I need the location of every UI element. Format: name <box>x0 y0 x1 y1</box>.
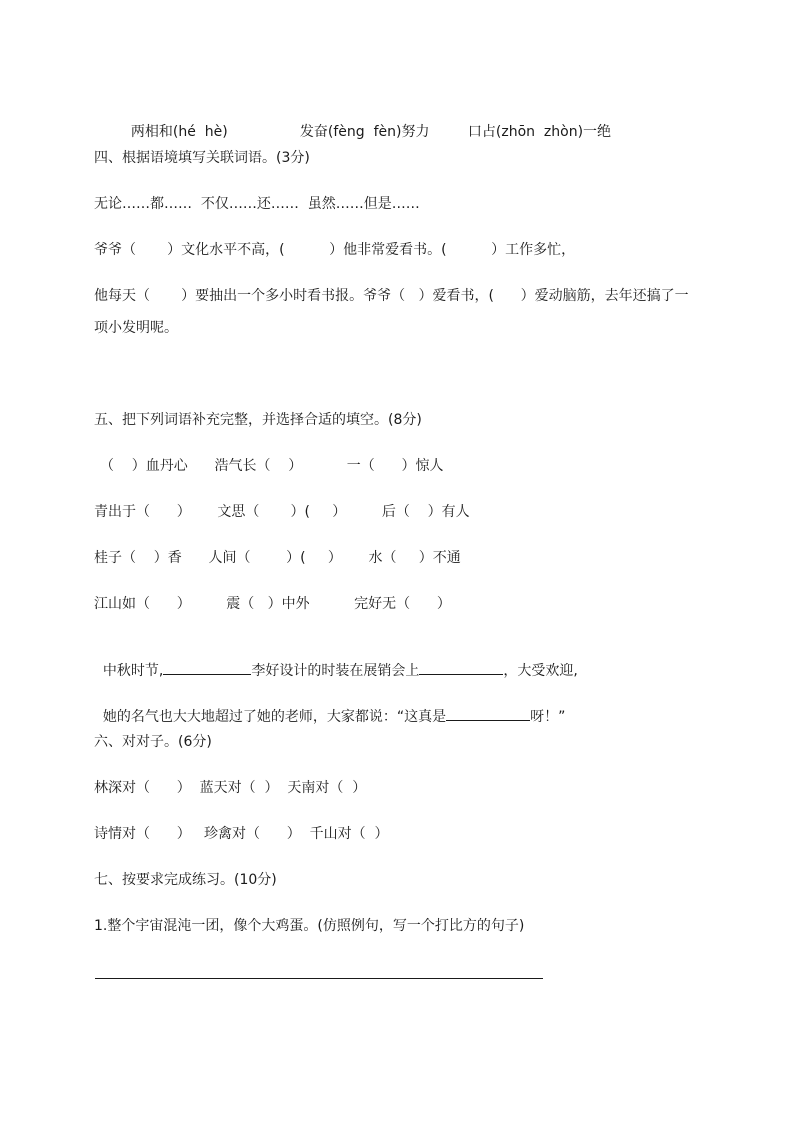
section-4-question-2: 他每天（ ）要抽出一个多小时看书报。爷爷（ ）爱看书，( ）爱动脑筋，去年还搞了一 <box>94 288 689 304</box>
fill-1-part-a: 中秋时节, <box>102 663 164 679</box>
section-5-fill-1 <box>94 640 578 679</box>
fill-1-part-c: ，大受欢迎, <box>503 663 578 679</box>
section-7-title: 七、按要求完成练习。(10分) <box>94 872 277 888</box>
fill-1-blank-2[interactable] <box>419 660 503 675</box>
pinyin-item-2: 发奋(fèng fèn)努力 <box>299 124 430 140</box>
fill-2-blank[interactable] <box>446 706 530 721</box>
section-4-title: 四、根据语境填写关联词语。(3分) <box>94 150 310 166</box>
section-5-fill-2 <box>94 686 566 725</box>
section-5-row-2: 青出于（ ） 文思（ ）( ） 后（ ）有人 <box>94 504 470 520</box>
fill-2-part-a: 她的名气也大大地超过了她的老师，大家都说：“这真是 <box>102 709 447 725</box>
section-4-question-1: 爷爷（ ）文化水平不高，( ）他非常爱看书。( ）工作多忙， <box>94 242 576 258</box>
fill-2-part-b: 呀！” <box>530 709 566 725</box>
section-6-row-1: 林深对（ ） 蓝天对（ ） 天南对（ ） <box>94 780 367 796</box>
pinyin-line-2 <box>291 102 430 140</box>
section-5-row-1: （ ）血丹心 浩气长（ ） 一（ ）惊人 <box>100 458 444 474</box>
fill-1-part-b: 李好设计的时装在展销会上 <box>251 663 420 679</box>
pinyin-line <box>122 102 228 140</box>
section-4-question-3: 项小发明呢。 <box>94 320 178 336</box>
section-6-row-2: 诗情对（ ） 珍禽对（ ） 千山对（ ） <box>94 826 389 842</box>
section-7-question-1: 1.整个宇宙混沌一团，像个大鸡蛋。(仿照例句，写一个打比方的句子) <box>94 918 525 934</box>
pinyin-item-1: 两相和(hé hè) <box>130 124 228 140</box>
section-6-title: 六、对对子。(6分) <box>94 734 212 750</box>
answer-line[interactable] <box>95 978 543 979</box>
section-5-row-3: 桂子（ ）香 人间（ ）( ） 水（ ）不通 <box>94 550 461 566</box>
section-4-words: 无论……都…… 不仅……还…… 虽然……但是…… <box>94 196 420 212</box>
section-5-title: 五、把下列词语补充完整，并选择合适的填空。(8分) <box>94 412 422 428</box>
fill-1-blank-1[interactable] <box>163 660 251 675</box>
pinyin-line-3 <box>459 102 612 140</box>
section-5-row-4: 江山如（ ） 震（ ）中外 完好无（ ） <box>94 596 451 612</box>
pinyin-item-3: 口占(zhōn zhòn)一绝 <box>467 124 612 140</box>
